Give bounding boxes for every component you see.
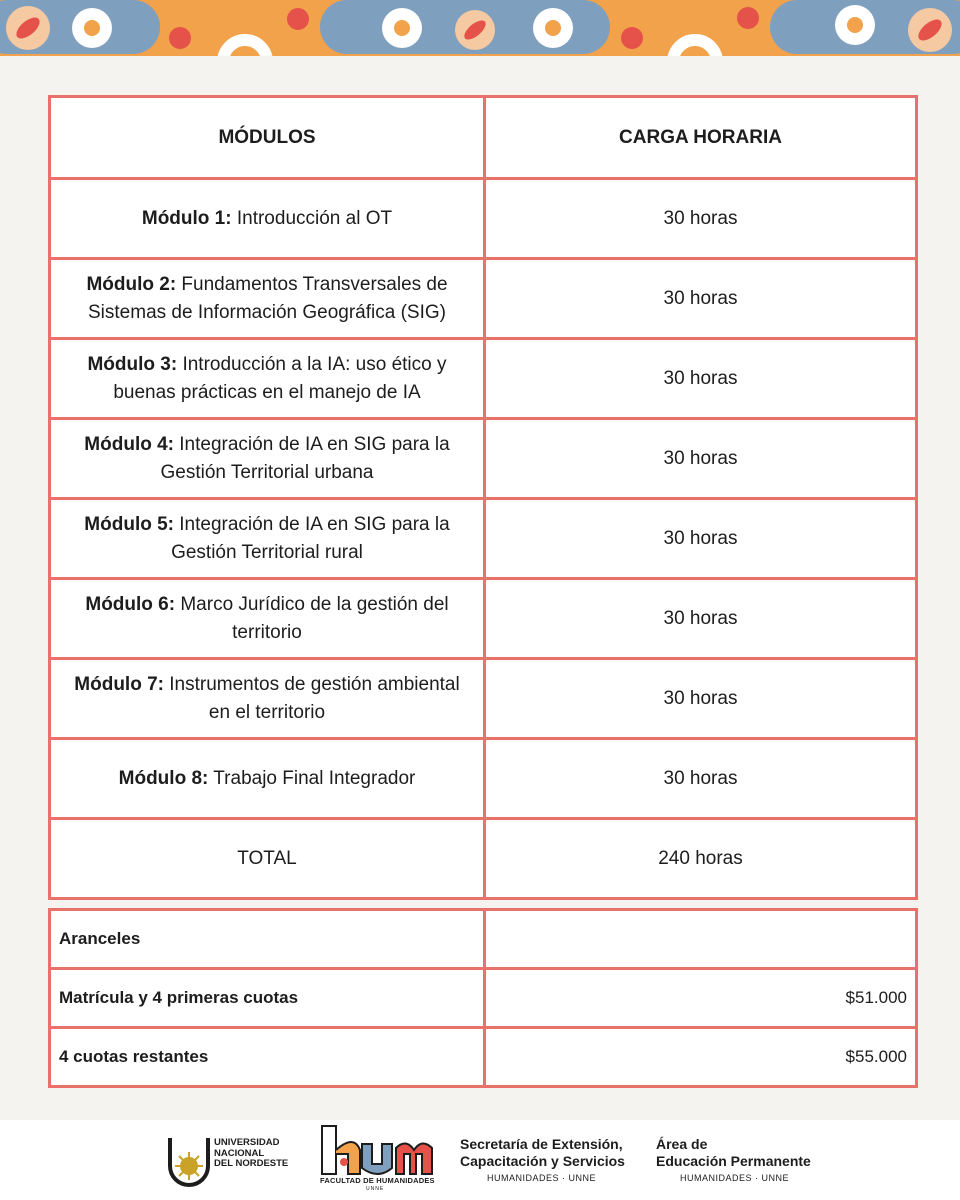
secretaria-line-2: Capacitación y Servicios: [460, 1153, 625, 1169]
table-row: [50, 179, 917, 259]
table-row: [50, 259, 917, 339]
area-name: [656, 1136, 811, 1170]
hours-header: CARGA HORARIA: [485, 97, 917, 179]
table-row: [50, 499, 917, 579]
area-sub: HUMANIDADES · UNNE: [680, 1173, 790, 1183]
module-label: Módulo 6:: [85, 593, 176, 615]
unne-name: [214, 1138, 288, 1170]
module-title: Integración de IA en SIG para la Gestión Territorial urbana: [160, 433, 450, 483]
hours-cell: 30 horas: [485, 419, 917, 499]
area-line-2: Educación Permanente: [656, 1153, 811, 1169]
fees-header: Aranceles: [50, 910, 485, 969]
module-cell: [50, 339, 485, 419]
module-cell: [50, 739, 485, 819]
table-row: [50, 339, 917, 419]
hours-cell: 30 horas: [485, 179, 917, 259]
module-cell: [50, 579, 485, 659]
module-cell: [50, 419, 485, 499]
hours-cell: 30 horas: [485, 659, 917, 739]
module-title: Marco Jurídico de la gestión del territorio: [175, 593, 449, 643]
hum-faculty-name: FACULTAD DE HUMANIDADES: [320, 1176, 435, 1185]
decorative-banner: [0, 0, 960, 56]
module-cell: [50, 499, 485, 579]
table-row: [50, 419, 917, 499]
table-row: [50, 659, 917, 739]
module-label: Módulo 4:: [84, 433, 174, 455]
modules-header: MÓDULOS: [50, 97, 485, 179]
module-title: Fundamentos Transversales de Sistemas de Información Geográfica (SIG): [88, 273, 448, 323]
module-label: Módulo 7:: [74, 673, 164, 695]
unne-logo-icon: [166, 1134, 212, 1190]
fee-label: 4 cuotas restantes: [50, 1028, 485, 1087]
module-title: Trabajo Final Integrador: [208, 767, 416, 789]
module-title: Introducción a la IA: uso ético y buenas prácticas en el manejo de IA: [113, 353, 447, 403]
hours-cell: 30 horas: [485, 499, 917, 579]
module-title: Introducción al OT: [231, 207, 393, 229]
secretaria-name: [460, 1136, 625, 1170]
module-title: Instrumentos de gestión ambiental en el territorio: [163, 673, 460, 723]
secretaria-line-1: Secretaría de Extensión,: [460, 1136, 623, 1152]
area-line-1: Área de: [656, 1136, 708, 1152]
table-row: [50, 579, 917, 659]
hours-cell: 30 horas: [485, 339, 917, 419]
hours-cell: 30 horas: [485, 259, 917, 339]
module-cell: [50, 259, 485, 339]
footer-logos: [0, 1120, 960, 1200]
fees-header-row: [50, 910, 917, 969]
fee-amount: $55.000: [485, 1028, 917, 1087]
fees-header-empty: [485, 910, 917, 969]
modules-table: [48, 95, 918, 900]
hours-cell: 30 horas: [485, 739, 917, 819]
module-cell: [50, 179, 485, 259]
hum-logo-icon: [320, 1124, 436, 1176]
table-row: [50, 1028, 917, 1087]
total-label: TOTAL: [50, 819, 485, 899]
fee-label: Matrícula y 4 primeras cuotas: [50, 969, 485, 1028]
fees-table: [48, 908, 918, 1088]
secretaria-sub: HUMANIDADES · UNNE: [487, 1173, 597, 1183]
module-label: Módulo 5:: [84, 513, 174, 535]
module-label: Módulo 8:: [118, 767, 209, 789]
module-label: Módulo 1:: [141, 207, 232, 229]
table-header-row: [50, 97, 917, 179]
table-row: [50, 739, 917, 819]
total-hours: 240 horas: [485, 819, 917, 899]
fee-amount: $51.000: [485, 969, 917, 1028]
hum-faculty-sub: UNNE: [366, 1186, 385, 1192]
unne-line-3: DEL NORDESTE: [214, 1158, 289, 1169]
module-cell: [50, 659, 485, 739]
total-row: [50, 819, 917, 899]
module-label: Módulo 2:: [86, 273, 177, 295]
hours-cell: 30 horas: [485, 579, 917, 659]
module-title: Integración de IA en SIG para la Gestión Territorial rural: [171, 513, 450, 563]
table-row: [50, 969, 917, 1028]
unne-line-2: NACIONAL: [214, 1147, 265, 1159]
pattern-graphic: [0, 0, 960, 56]
module-label: Módulo 3:: [87, 353, 178, 375]
unne-line-1: UNIVERSIDAD: [214, 1137, 280, 1148]
